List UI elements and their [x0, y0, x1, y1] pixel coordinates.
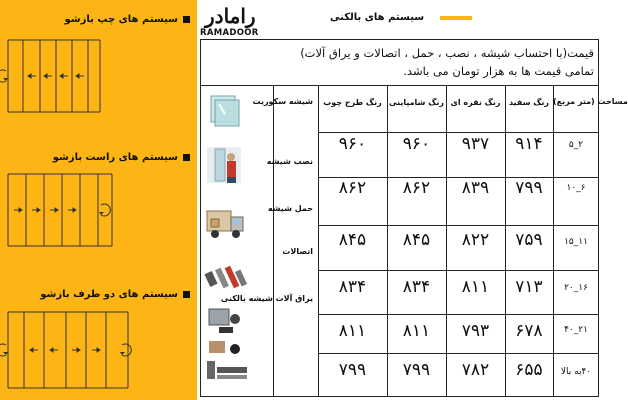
row-5-champagne-price: ۸۱۱	[402, 321, 431, 341]
row-3-silver-price: ۸۲۲	[461, 230, 490, 250]
row-1-wood-price: ۹۶۰	[338, 134, 367, 154]
bullet-square-icon	[183, 154, 190, 161]
swing-arrow-icon	[122, 344, 131, 356]
both-sides-opening-diagram	[0, 310, 197, 390]
swing-arrow-icon	[0, 344, 6, 356]
right-opening-diagram	[0, 172, 197, 248]
column-header-wood: رنگ طرح چوب	[323, 98, 382, 107]
column-header-silver: رنگ نقره ای	[450, 98, 501, 107]
row-4-area: ۱۶_۲۰	[564, 283, 588, 293]
row-1-silver-price: ۹۳۷	[461, 134, 490, 154]
row-3-white-price: ۷۵۹	[515, 230, 543, 250]
row-6-white-price: ۶۵۵	[515, 360, 543, 380]
left-panel	[0, 0, 197, 400]
transport-truck-icon	[205, 203, 245, 243]
system-both-sides-opening-label: سیستم های دو طرف بازشو	[10, 289, 190, 300]
feature-hardware-label: یراق آلات شیشه بالکنی	[220, 294, 313, 303]
bullet-square-icon	[183, 291, 190, 298]
feature-tempered-glass-label: شیشه سکوریت	[252, 97, 313, 106]
feature-glass-install-label: نصب شیشه	[266, 157, 313, 166]
row-3-champagne-price: ۸۴۵	[402, 230, 431, 250]
row-2-silver-price: ۸۳۹	[461, 178, 490, 198]
row-2-wood-price: ۸۶۲	[338, 178, 367, 198]
tempered-glass-icon	[205, 92, 243, 130]
row-3-wood-price: ۸۴۵	[338, 230, 367, 250]
feature-connections-label: اتصالات	[282, 247, 313, 256]
row-3-area: ۱۱_۱۵	[564, 237, 588, 247]
pricing-note-line2: تمامی قیمت ها به هزار تومان می باشد.	[403, 64, 594, 78]
title-accent-bar	[440, 16, 472, 20]
left-opening-diagram	[0, 36, 197, 116]
column-header-area: مساحت (متر مربع)	[553, 97, 628, 106]
row-1-area: ۲_۵	[568, 140, 584, 150]
glass-install-icon	[205, 145, 243, 185]
row-5-area: ۲۱_۴۰	[564, 325, 588, 335]
system-left-opening-label: سیستم های چپ بازشو	[10, 14, 190, 25]
row-2-champagne-price: ۸۶۲	[402, 178, 431, 198]
brand-logo: رامادر	[205, 4, 256, 28]
column-header-champagne: رنگ شامپاینی	[388, 98, 445, 107]
connector-fittings-icon	[205, 262, 247, 294]
row-1-champagne-price: ۹۶۰	[402, 134, 431, 154]
row-2-white-price: ۷۹۹	[515, 178, 543, 198]
row-4-wood-price: ۸۳۴	[338, 277, 367, 297]
row-4-champagne-price: ۸۳۴	[402, 277, 431, 297]
pricing-note-line1: قیمت(با احتساب شیشه ، نصب ، حمل ، اتصالات و یراق آلات)	[300, 46, 594, 60]
bullet-square-icon	[183, 16, 190, 23]
page-title: سیستم های بالکنی	[330, 12, 425, 23]
row-1-white-price: ۹۱۴	[515, 134, 543, 154]
row-4-silver-price: ۸۱۱	[461, 277, 490, 297]
row-6-wood-price: ۷۹۹	[338, 360, 367, 380]
system-right-opening-label: سیستم های راست بازشو	[10, 152, 190, 163]
feature-glass-transport-label: حمل شیشه	[267, 204, 313, 213]
row-5-silver-price: ۷۹۳	[461, 321, 490, 341]
row-6-area: ۴۰به بالا	[560, 367, 592, 377]
row-4-white-price: ۷۱۳	[515, 277, 543, 297]
row-5-white-price: ۶۷۸	[515, 321, 543, 341]
swing-arrow-icon	[0, 70, 6, 82]
swing-arrow-icon	[101, 204, 110, 216]
brand-latin-name: RAMADOOR	[200, 28, 259, 38]
column-header-white: رنگ سفید	[508, 98, 550, 107]
balcony-hardware-icon	[205, 305, 249, 385]
row-2-area: ۶_۱۰	[566, 183, 586, 193]
row-6-silver-price: ۷۸۲	[461, 360, 490, 380]
row-6-champagne-price: ۷۹۹	[402, 360, 431, 380]
row-5-wood-price: ۸۱۱	[338, 321, 367, 341]
